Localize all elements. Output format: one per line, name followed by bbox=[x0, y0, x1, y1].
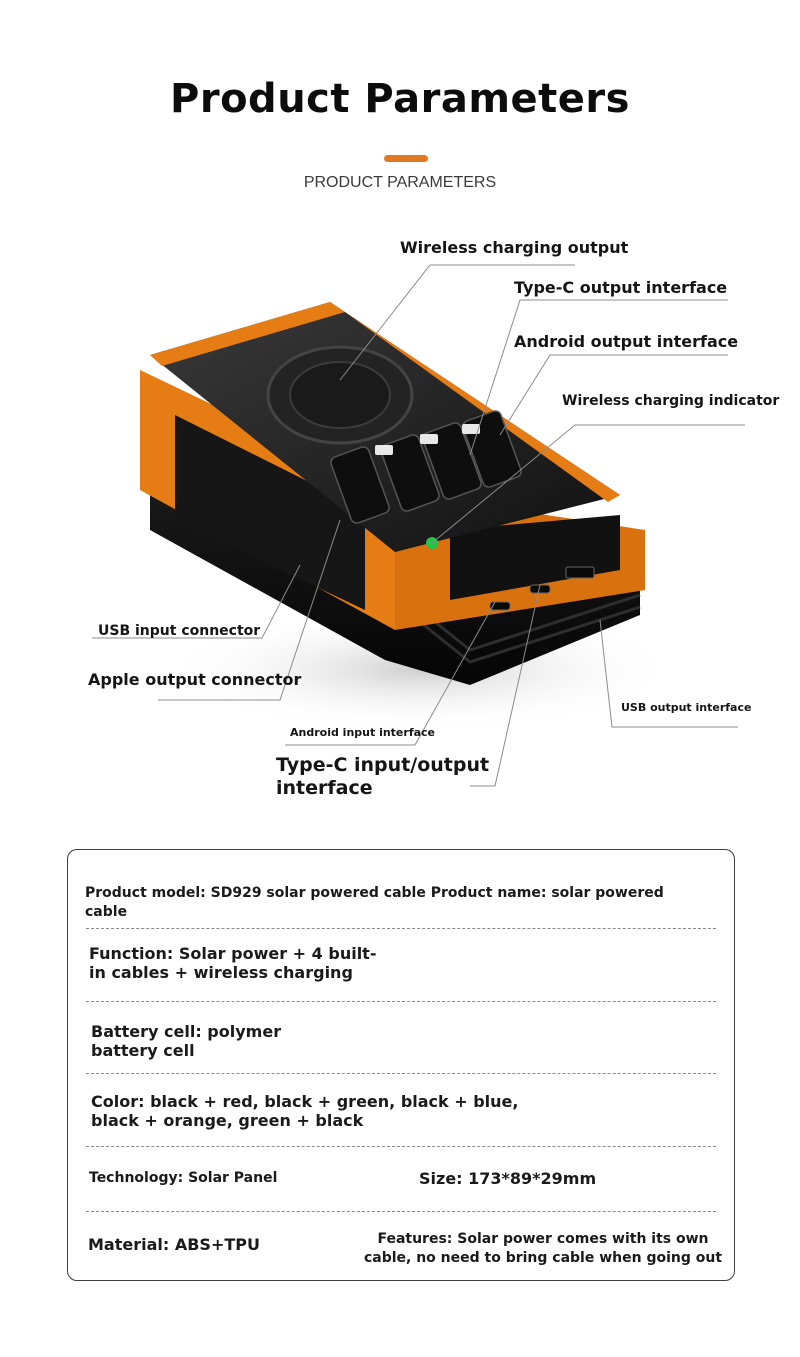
spec-size: Size: 173*89*29mm bbox=[419, 1169, 597, 1188]
product-diagram bbox=[0, 230, 800, 830]
callout-apple-output: Apple output connector bbox=[88, 670, 302, 689]
divider bbox=[86, 1146, 716, 1147]
spec-table bbox=[67, 849, 735, 1281]
callout-usb-output: USB output interface bbox=[621, 701, 752, 714]
callout-wireless-indicator: Wireless charging indicator bbox=[562, 393, 780, 409]
callout-typec-io: Type-C input/output interface bbox=[276, 754, 490, 799]
spec-model: Product model: SD929 solar powered cable Product name: solar powered cable bbox=[85, 885, 664, 920]
page-subtitle: PRODUCT PARAMETERS bbox=[303, 174, 497, 191]
spec-features: Features: Solar power comes with its own cable, no need to bring cable when going out bbox=[363, 1231, 723, 1266]
callout-android-input: Android input interface bbox=[290, 726, 436, 739]
divider bbox=[86, 928, 716, 929]
spec-battery: Battery cell: polymer battery cell bbox=[91, 1022, 282, 1060]
spec-function: Function: Solar power + 4 built-in cables + wireless charging bbox=[89, 944, 377, 982]
callout-usb-input: USB input connector bbox=[98, 623, 261, 639]
divider bbox=[86, 1211, 716, 1212]
callout-wireless-output: Wireless charging output bbox=[400, 238, 629, 257]
accent-bar bbox=[384, 155, 428, 162]
divider bbox=[86, 1073, 716, 1074]
callout-android-output: Android output interface bbox=[514, 332, 739, 351]
spec-material: Material: ABS+TPU bbox=[88, 1235, 260, 1254]
callout-typec-output: Type-C output interface bbox=[514, 278, 728, 297]
page-title: Product Parameters bbox=[170, 76, 630, 122]
divider bbox=[86, 1001, 716, 1002]
spec-color: Color: black + red, black + green, black + blue, black + orange, green + black bbox=[91, 1092, 519, 1130]
power-bank-image bbox=[0, 230, 800, 830]
spec-technology: Technology: Solar Panel bbox=[89, 1170, 278, 1186]
